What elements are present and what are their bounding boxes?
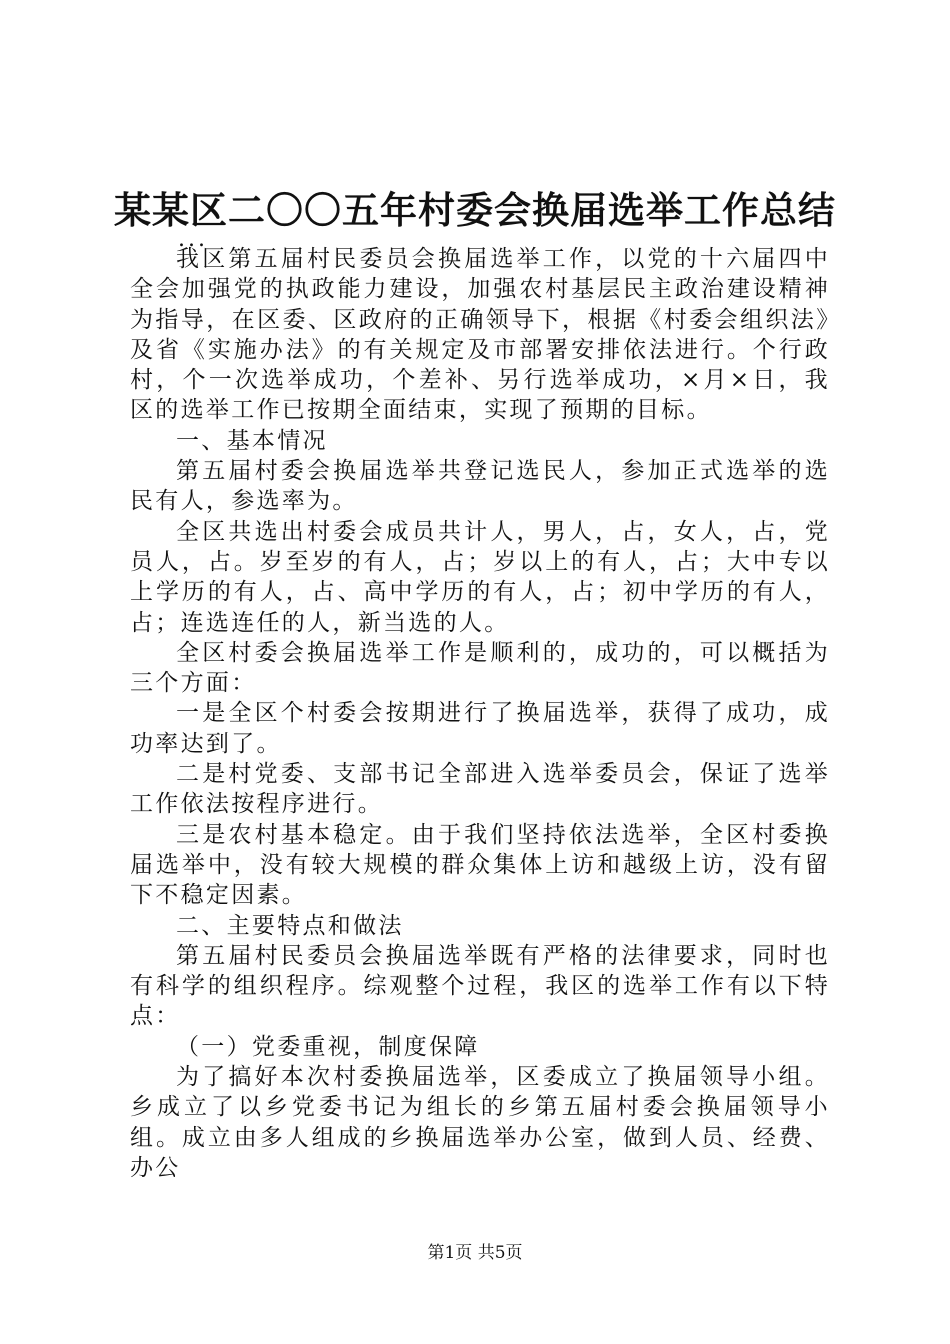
paragraph-leadership-group: 为了搞好本次村委换届选举，区委成立了换届领导小组。乡成立了以乡党委书记为组长的乡第五届村委会换届领导小组。成立由多人组成的乡换届选举办公室，做到人员、经费、办公 <box>130 1064 830 1181</box>
ellipsis-marker: ... <box>178 227 208 252</box>
paragraph-aspect-three: 三是农村基本稳定。由于我们坚持依法选举，全区村委换届选举中，没有较大规模的群众集体上访和越级上访，没有留下不稳定因素。 <box>130 821 830 909</box>
paragraph-summary-three-aspects: 全区村委会换届选举工作是顺利的，成功的，可以概括为三个方面： <box>130 639 830 697</box>
document-title: 某某区二〇〇五年村委会换届选举工作总结 <box>114 188 836 232</box>
page-footer: 第1页 共5页 <box>427 1243 523 1263</box>
subheading-party-attention: （一）党委重视，制度保障 <box>176 1033 480 1060</box>
section-heading-basic-situation: 一、基本情况 <box>176 427 328 454</box>
section-heading-features: 二、主要特点和做法 <box>176 912 404 939</box>
document-body <box>130 244 830 1183</box>
paragraph-voter-registration: 第五届村委会换届选举共登记选民人，参加正式选举的选民有人，参选率为。 <box>130 458 830 515</box>
paragraph-aspect-one: 一是全区个村委会按期进行了换届选举，获得了成功，成功率达到了。 <box>130 700 830 757</box>
paragraph-aspect-two: 二是村党委、支部书记全部进入选举委员会，保证了选举工作依法按程序进行。 <box>130 761 830 818</box>
paragraph-features-intro: 第五届村民委员会换届选举既有严格的法律要求，同时也有科学的组织程序。综观整个过程，我区的选举工作有以下特点： <box>130 942 830 1030</box>
paragraph-intro: 我区第五届村民委员会换届选举工作，以党的十六届四中全会加强党的执政能力建设，加强农村基层民主政治建设精神为指导，在区委、区政府的正确领导下，根据《村委会组织法》及省《实施办法》的有关规定及市部署安排依法进行。个行政村，个一次选举成功，个差补、另行选举成功，×月×日，我区的选举工作已按期全面结束，实现了预期的目标。 <box>130 246 830 424</box>
paragraph-elected-members: 全区共选出村委会成员共计人，男人，占，女人，占，党员人，占。岁至岁的有人，占；岁以上的有人，占；大中专以上学历的有人，占、高中学历的有人，占；初中学历的有人，占；连选连任的人，新当选的人。 <box>130 518 830 636</box>
